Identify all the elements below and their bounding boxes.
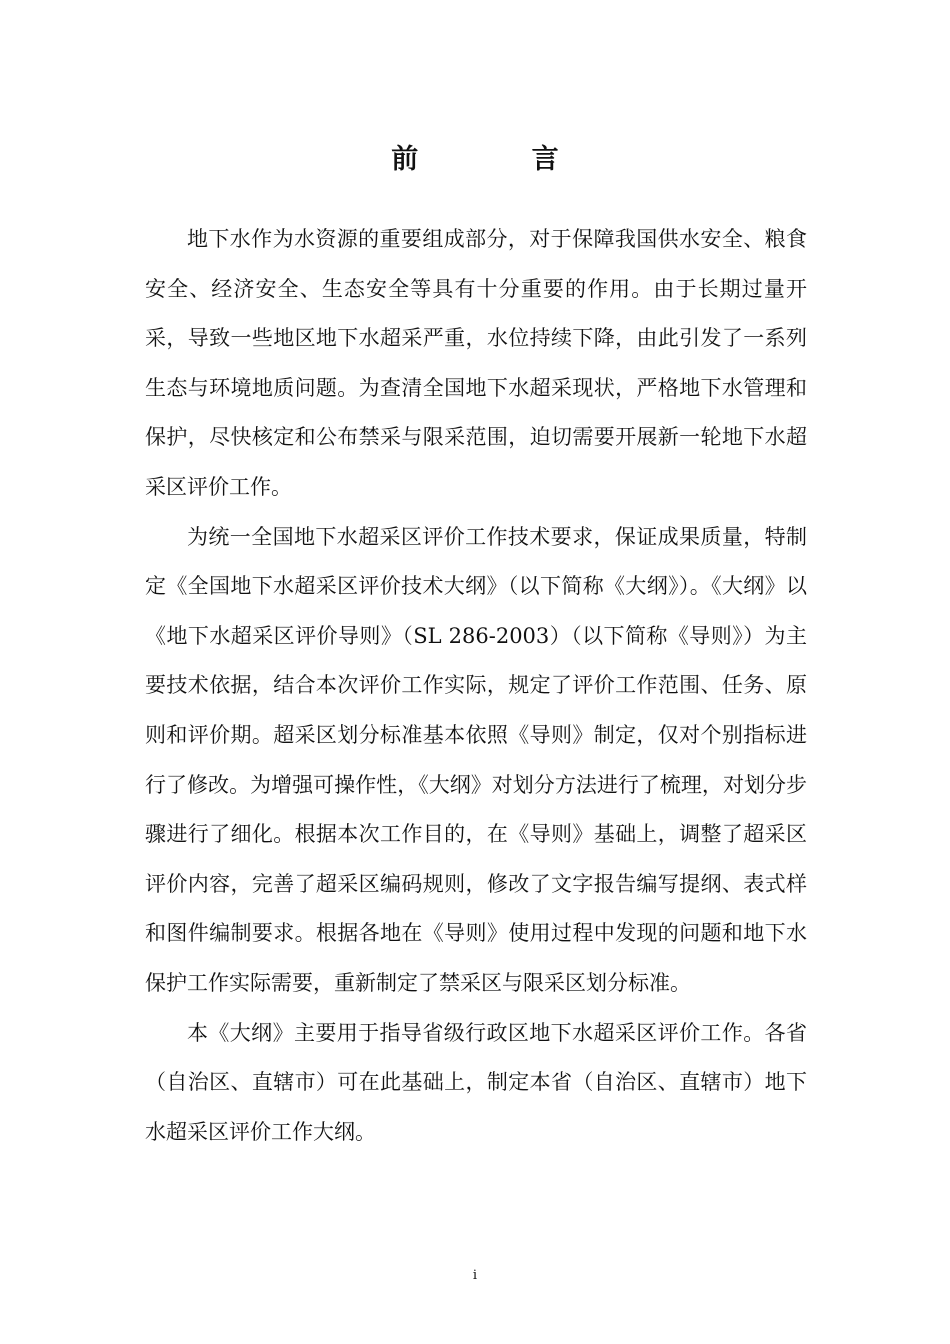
- page-title: 前 言: [391, 144, 602, 175]
- paragraph-3: 本《大纲》主要用于指导省级行政区地下水超采区评价工作。各省（自治区、直辖市）可在此基础上，制定本省（自治区、直辖市）地下水超采区评价工作大纲。: [145, 1020, 807, 1144]
- paragraph-2: 为统一全国地下水超采区评价工作技术要求，保证成果质量，特制定《全国地下水超采区评价技术大纲》（以下简称《大纲》）。《大纲》以《地下水超采区评价导则》（SL 286-2003）（以下简称《导则》）为主要技术依据，结合本次评价工作实际，规定了评价工作范围、任务、原则和评价期。超采区划分标准基本依照《导则》制定，仅对个别指标进行了修改。为增强可操作性，《大纲》对划分方法进行了梳理，对划分步骤进行了细化。根据本次工作目的，在《导则》基础上，调整了超采区评价内容，完善了超采区编码规则，修改了文字报告编写提纲、表式样和图件编制要求。根据各地在《导则》使用过程中发现的问题和地下水保护工作实际需要，重新制定了禁采区与限采区划分标准。: [145, 524, 807, 995]
- document-body: [145, 215, 807, 1157]
- page-number: i: [472, 1268, 478, 1283]
- paragraph-1: 地下水作为水资源的重要组成部分，对于保障我国供水安全、粮食安全、经济安全、生态安全等具有十分重要的作用。由于长期过量开采，导致一些地区地下水超采严重，水位持续下降，由此引发了一系列生态与环境地质问题。为查清全国地下水超采现状，严格地下水管理和保护，尽快核定和公布禁采与限采范围，迫切需要开展新一轮地下水超采区评价工作。: [145, 227, 807, 499]
